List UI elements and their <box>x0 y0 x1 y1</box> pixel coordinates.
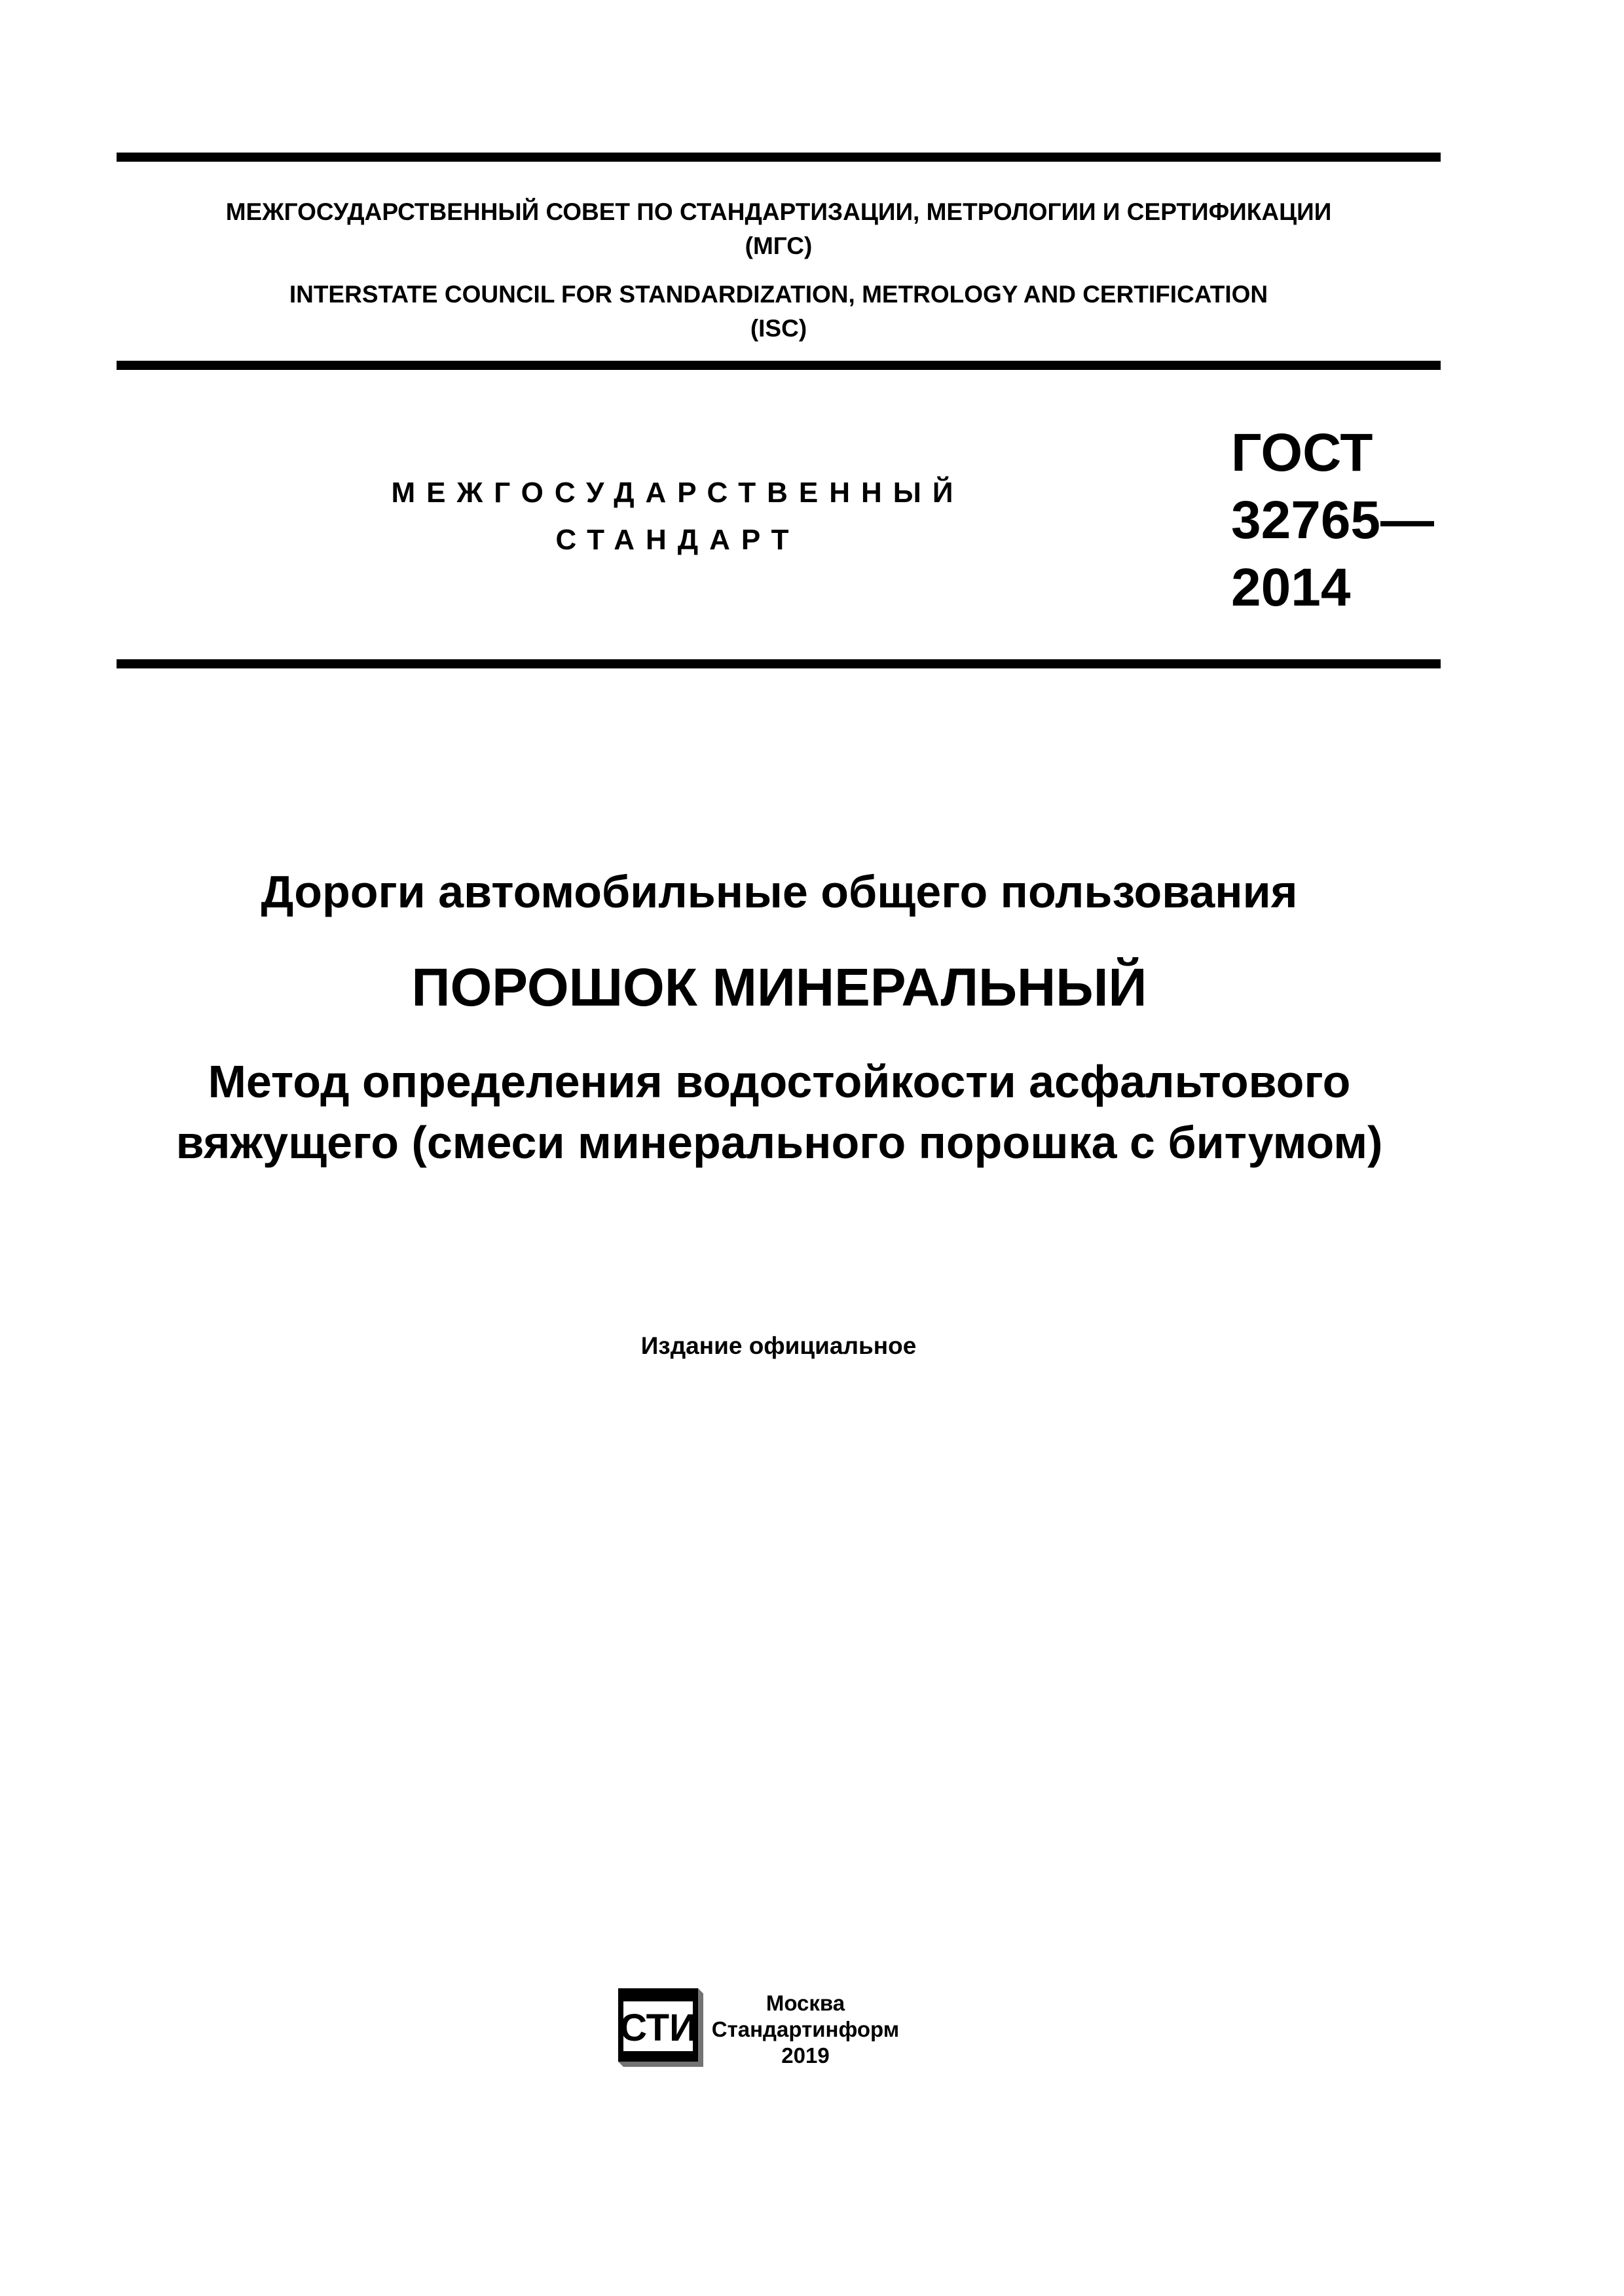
council-name-en: INTERSTATE COUNCIL FOR STANDARDIZATION, METROLOGY AND CERTIFICATION <box>289 281 1268 308</box>
council-abbr-ru: (МГС) <box>745 232 813 259</box>
council-name-ru: МЕЖГОСУДАРСТВЕННЫЙ СОВЕТ ПО СТАНДАРТИЗАЦИИ, МЕТРОЛОГИИ И СЕРТИФИКАЦИИ <box>225 198 1332 225</box>
publisher-block <box>707 1990 904 2069</box>
header-rule <box>117 361 1441 370</box>
title-line1: Дороги автомобильные общего пользования <box>261 866 1298 917</box>
gost-year: 2014 <box>1231 558 1351 617</box>
gost-prefix: ГОСТ <box>1231 423 1373 483</box>
standard-type-line2: СТАНДАРТ <box>555 524 800 556</box>
title-main: ПОРОШОК МИНЕРАЛЬНЫЙ <box>411 958 1147 1017</box>
title-subtitle-line2: вяжущего (смеси минерального порошка с битумом) <box>175 1117 1383 1168</box>
logo-text: СТИ <box>619 2007 697 2049</box>
council-abbr-en: (ISC) <box>750 315 807 342</box>
publisher-city: Москва <box>766 1991 845 2015</box>
publisher-name: Стандартинформ <box>711 2017 900 2041</box>
gost-designation <box>1231 419 1434 621</box>
standartinform-logo-icon <box>614 1986 706 2071</box>
gost-number: 32765— <box>1231 490 1435 550</box>
standard-type-line1: МЕЖГОСУДАРСТВЕННЫЙ <box>391 477 965 509</box>
edition-label: Издание официальное <box>640 1332 917 1359</box>
designation-rule <box>117 659 1441 668</box>
publisher-year: 2019 <box>781 2043 830 2068</box>
top-rule <box>117 153 1441 162</box>
title-subtitle-line1: Метод определения водостойкости асфальтового <box>208 1056 1351 1107</box>
